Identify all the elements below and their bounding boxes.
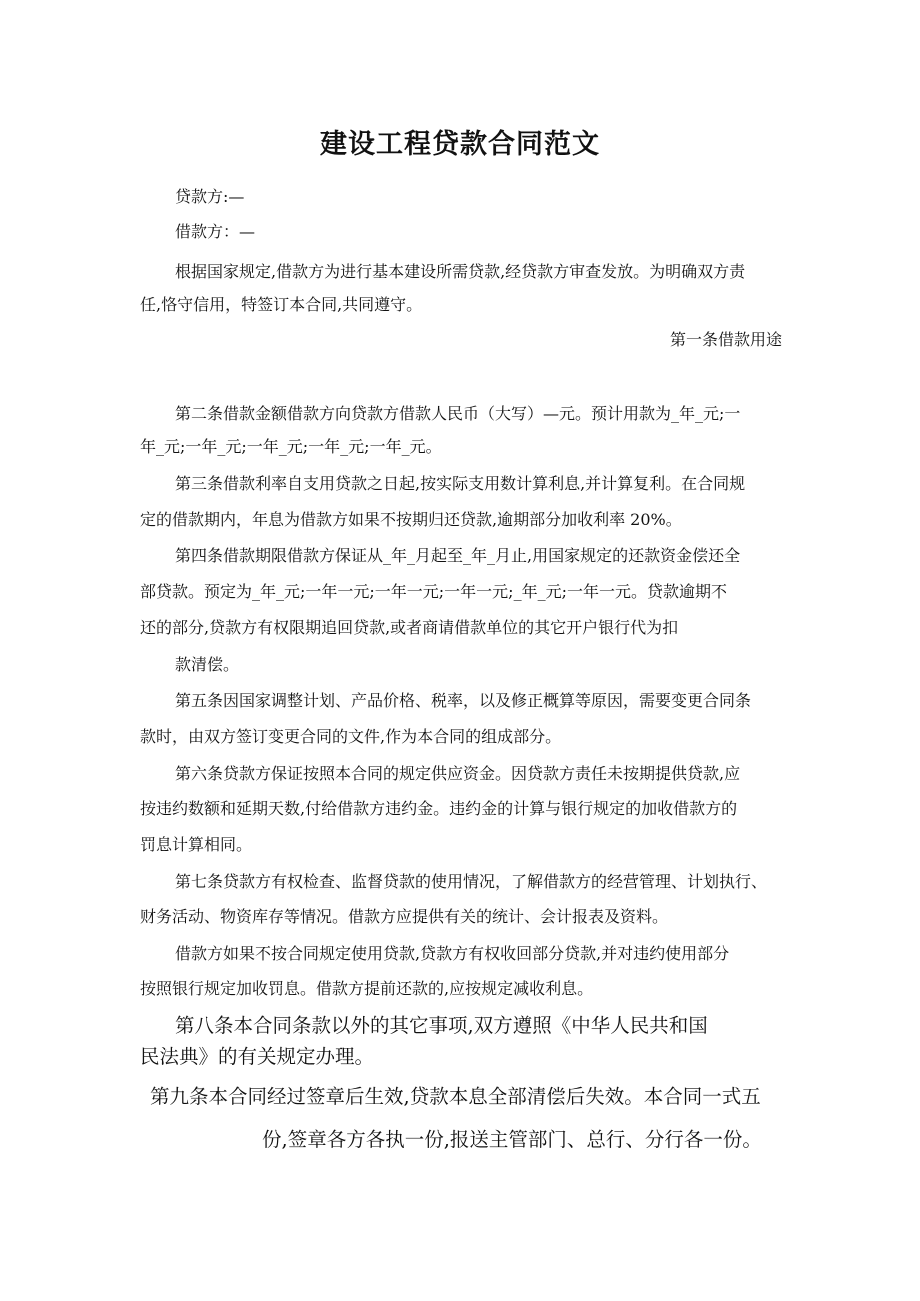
article-2-line-2: 年_元;一年_元;一年_元;一年_元;一年_元。 — [140, 437, 442, 456]
lender-line: 贷款方:— — [175, 187, 245, 206]
article-6-line-1: 第六条贷款方保证按照本合同的规定供应资金。因贷款方责任未按期提供贷款,应 — [175, 764, 741, 783]
misuse-clause-line-2: 按照银行规定加收罚息。借款方提前还款的,应按规定减收利息。 — [140, 979, 594, 998]
article-9-line-2: 份,签章各方各执一份,报送主管部门、总行、分行各一份。 — [262, 1128, 762, 1151]
article-6-line-3: 罚息计算相同。 — [140, 835, 253, 854]
article-8-line-2: 民法典》的有关规定办理。 — [140, 1045, 375, 1068]
article-7-line-1: 第七条贷款方有权检查、监督贷款的使用情况，了解借款方的经营管理、计划执行、 — [175, 872, 768, 891]
article-4-line-3: 还的部分,贷款方有权限期追回贷款,或者商请借款单位的其它开户银行代为扣 — [140, 618, 679, 637]
article-2-line-1: 第二条借款金额借款方向贷款方借款人民币（大写）—元。预计用款为_年_元;一 — [175, 404, 741, 423]
article-6-line-2: 按违约数额和延期天数,付给借款方违约金。违约金的计算与银行规定的加收借款方的 — [140, 799, 738, 818]
article-1-heading: 第一条借款用途 — [669, 330, 782, 349]
intro-paragraph-line-2: 任,恪守信用，特签订本合同,共同遵守。 — [140, 295, 423, 314]
article-5-line-2: 款时，由双方签订变更合同的文件,作为本合同的组成部分。 — [140, 727, 562, 746]
article-3-line-1: 第三条借款利率自支用贷款之日起,按实际支用数计算利息,并计算复利。在合同规 — [175, 474, 746, 493]
article-8-line-1: 第八条本合同条款以外的其它事项,双方遵照《中华人民共和国 — [175, 1014, 708, 1037]
article-4-line-4: 款清偿。 — [175, 655, 240, 674]
article-3-line-2: 定的借款期内，年息为借款方如果不按期归还贷款,逾期部分加收利率 20%。 — [140, 510, 682, 529]
article-4-line-1: 第四条借款期限借款方保证从_年_月起至_年_月止,用国家规定的还款资金偿还全 — [175, 546, 741, 565]
article-4-line-2: 部贷款。预定为_年_元;一年一元;一年一元;一年一元;_年_元;一年一元。贷款逾期不 — [140, 582, 727, 601]
article-9-line-1: 第九条本合同经过签章后生效,贷款本息全部清偿后失效。本合同一式五 — [150, 1085, 761, 1108]
article-5-line-1: 第五条因国家调整计划、产品价格、税率，以及修正概算等原因，需要变更合同条 — [175, 691, 752, 710]
article-7-line-2: 财务活动、物资库存等情况。借款方应提供有关的统计、会计报表及资料。 — [140, 907, 669, 926]
borrower-line: 借款方：— — [175, 222, 256, 241]
intro-paragraph-line-1: 根据国家规定,借款方为进行基本建设所需贷款,经贷款方审查发放。为明确双方责 — [175, 262, 746, 281]
misuse-clause-line-1: 借款方如果不按合同规定使用贷款,贷款方有权收回部分贷款,并对违约使用部分 — [175, 944, 730, 963]
document-title: 建设工程贷款合同范文 — [320, 129, 600, 160]
